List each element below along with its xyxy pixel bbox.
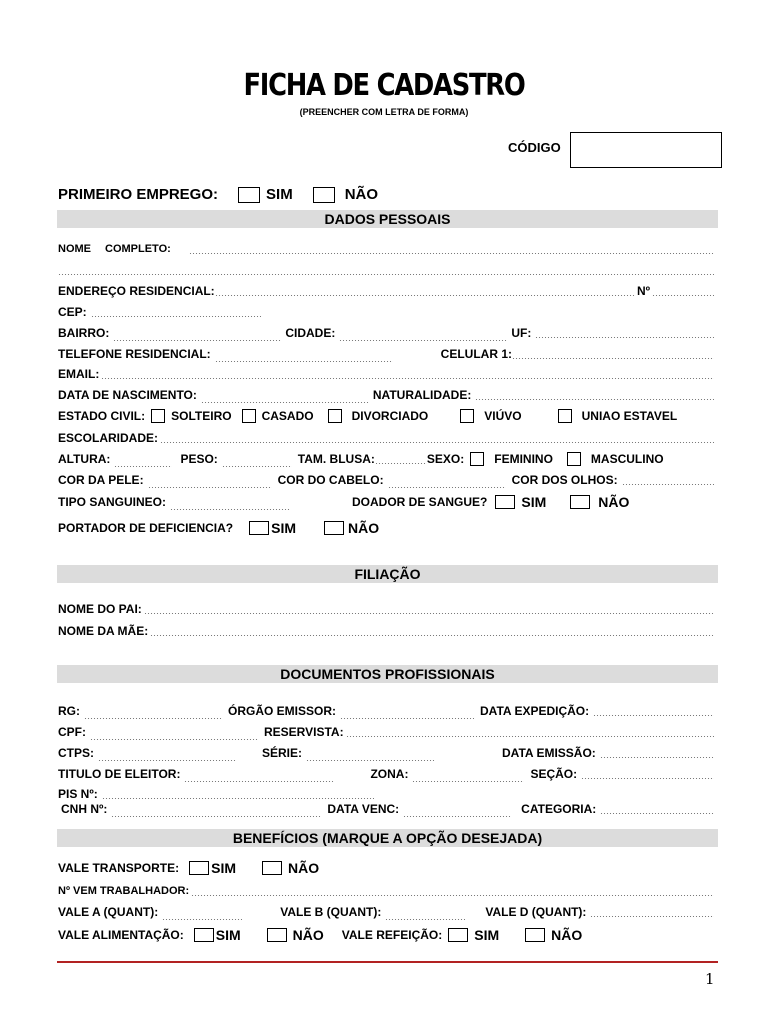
titulo-eleitor-label: TITULO DE ELEITOR: [58, 767, 181, 781]
form-subtitle: (PREENCHER COM LETRA DE FORMA) [299, 107, 469, 117]
divorciado-label: DIVORCIADO [351, 409, 429, 423]
row-nome [58, 241, 714, 257]
bairro-label: BAIRRO: [58, 326, 110, 340]
data-expedicao-field[interactable] [593, 715, 714, 716]
feminino-label: FEMININO [494, 452, 553, 466]
celular-field[interactable] [512, 358, 714, 359]
vale-transporte-label: VALE TRANSPORTE: [58, 861, 180, 875]
secao-label: SEÇÃO: [530, 767, 578, 781]
telefone-label: TELEFONE RESIDENCIAL: [58, 347, 211, 361]
pis-label: PIS Nº: [58, 787, 98, 801]
nome-mae-label: NOME DA MÃE: [58, 624, 149, 638]
primeiro-emprego-label: PRIMEIRO EMPREGO: [58, 186, 219, 203]
divorciado-checkbox[interactable] [328, 409, 342, 423]
naturalidade-label: NATURALIDADE: [372, 388, 472, 402]
vale-refeicao-sim-checkbox[interactable] [448, 928, 468, 942]
masculino-label: MASCULINO [590, 452, 664, 466]
vale-a-label: VALE A (QUANT): [58, 905, 159, 919]
doador-nao-label: NÃO [598, 494, 630, 510]
numero-label: Nº [636, 284, 650, 298]
row-sangue [58, 494, 714, 510]
cor-olhos-field[interactable] [622, 484, 714, 485]
secao-field[interactable] [581, 778, 714, 779]
nome-pai-field[interactable] [144, 613, 714, 614]
doador-label: DOADOR DE SANGUE? [352, 495, 488, 509]
row-cpf [58, 724, 714, 740]
cor-pele-label: COR DA PELE: [58, 473, 144, 487]
email-field[interactable] [101, 378, 714, 379]
row-cnh [61, 801, 714, 817]
viuvo-checkbox[interactable] [460, 409, 474, 423]
nome-label: NOME [58, 243, 91, 255]
vale-d-label: VALE D (QUANT): [485, 905, 587, 919]
row-mae [58, 623, 714, 639]
primeiro-emprego-row [58, 186, 378, 203]
deficiencia-sim-label: SIM [271, 520, 297, 536]
sexo-label: SEXO: [426, 452, 465, 466]
doador-nao-checkbox[interactable] [570, 495, 590, 509]
feminino-checkbox[interactable] [470, 452, 484, 466]
escolaridade-label: ESCOLARIDADE: [58, 431, 159, 445]
uf-label: UF: [511, 326, 532, 340]
rg-field[interactable] [84, 718, 222, 719]
categoria-label: CATEGORIA: [521, 802, 597, 816]
ctps-label: CTPS: [58, 746, 94, 760]
data-emissao-label: DATA EMISSÃO: [502, 746, 596, 760]
data-venc-field[interactable] [403, 816, 511, 817]
row-escolaridade [58, 430, 714, 446]
row-vale-transporte [58, 860, 714, 876]
row-nascimento [58, 387, 714, 403]
nome-field[interactable] [189, 253, 714, 254]
cidade-field[interactable] [339, 340, 507, 341]
primeiro-emprego-nao-label: NÃO [344, 186, 379, 203]
cor-olhos-label: COR DOS OLHOS: [511, 473, 618, 487]
row-email [58, 366, 714, 382]
vale-alimentacao-sim-checkbox[interactable] [194, 928, 214, 942]
casado-label: CASADO [261, 409, 314, 423]
row-pis [58, 786, 714, 802]
orgao-emissor-label: ÓRGÃO EMISSOR: [228, 704, 337, 718]
row-estado-civil [58, 408, 714, 424]
categoria-field[interactable] [600, 813, 714, 814]
cor-cabelo-label: COR DO CABELO: [277, 473, 384, 487]
section-documentos: DOCUMENTOS PROFISSIONAIS [57, 665, 718, 683]
nome-field-cont[interactable] [58, 274, 714, 275]
row-rg [58, 703, 714, 719]
bairro-field[interactable] [113, 340, 281, 341]
zona-label: ZONA: [370, 767, 409, 781]
codigo-label: CÓDIGO [508, 140, 561, 155]
titulo-eleitor-field[interactable] [184, 781, 334, 782]
data-nascimento-label: DATA DE NASCIMENTO: [58, 388, 197, 402]
uf-field[interactable] [535, 337, 714, 338]
row-titulo [58, 766, 714, 782]
vale-d-field[interactable] [590, 916, 714, 917]
pis-field[interactable] [102, 798, 374, 799]
endereco-label: ENDEREÇO RESIDENCIAL: [58, 284, 215, 298]
peso-label: PESO: [180, 452, 218, 466]
codigo-field[interactable] [570, 132, 722, 168]
orgao-emissor-field[interactable] [340, 718, 474, 719]
section-filiacao: FILIAÇÃO [57, 565, 718, 583]
vale-refeicao-label: VALE REFEIÇÃO: [341, 928, 443, 942]
peso-field[interactable] [222, 466, 292, 467]
altura-label: ALTURA: [58, 452, 111, 466]
primeiro-emprego-sim-label: SIM [266, 186, 293, 203]
row-altura [58, 451, 714, 467]
doador-sim-checkbox[interactable] [495, 495, 515, 509]
portador-label: PORTADOR DE DEFICIENCIA? [58, 521, 234, 535]
section-beneficios: BENEFÍCIOS (MARQUE A OPÇÃO DESEJADA) [57, 829, 718, 847]
nome-pai-label: NOME DO PAI: [58, 602, 142, 616]
data-expedicao-label: DATA EXPEDIÇÃO: [480, 704, 590, 718]
deficiencia-sim-checkbox[interactable] [249, 521, 269, 535]
row-vales [58, 904, 714, 920]
vale-alimentacao-sim-label: SIM [215, 927, 241, 943]
vale-transporte-sim-label: SIM [211, 860, 237, 876]
escolaridade-field[interactable] [160, 442, 714, 443]
row-cores [58, 472, 714, 488]
row-telefone [58, 346, 714, 362]
uniao-estavel-label: UNIAO ESTAVEL [581, 409, 678, 423]
endereco-field[interactable] [215, 295, 635, 296]
row-cep [58, 304, 714, 320]
row-ctps [58, 745, 714, 761]
completo-label: COMPLETO: [105, 243, 171, 255]
cep-label: CEP: [58, 305, 87, 319]
vem-field[interactable] [191, 895, 714, 896]
reservista-label: RESERVISTA: [264, 725, 344, 739]
row-bairro [58, 325, 714, 341]
cpf-field[interactable] [90, 739, 258, 740]
vale-b-label: VALE B (QUANT): [280, 905, 382, 919]
footer-divider [57, 961, 718, 963]
vale-b-field[interactable] [385, 919, 465, 920]
data-nascimento-field[interactable] [201, 402, 369, 403]
tam-blusa-label: TAM. BLUSA: [297, 452, 375, 466]
row-vale-alimentacao [58, 927, 714, 943]
solteiro-checkbox[interactable] [151, 409, 165, 423]
tipo-sanguineo-field[interactable] [170, 509, 290, 510]
vale-a-field[interactable] [162, 919, 242, 920]
cor-cabelo-field[interactable] [388, 487, 506, 488]
cep-field[interactable] [91, 316, 261, 317]
primeiro-emprego-sim-checkbox[interactable] [238, 187, 260, 203]
tam-blusa-field[interactable] [375, 463, 427, 464]
primeiro-emprego-nao-checkbox[interactable] [313, 187, 335, 203]
masculino-checkbox[interactable] [567, 452, 581, 466]
deficiencia-nao-label: NÃO [348, 520, 380, 536]
row-pai [58, 601, 714, 617]
solteiro-label: SOLTEIRO [171, 409, 232, 423]
altura-field[interactable] [114, 466, 172, 467]
estado-civil-label: ESTADO CIVIL: [58, 409, 146, 423]
data-emissao-field[interactable] [600, 757, 714, 758]
telefone-field[interactable] [215, 361, 393, 362]
casado-checkbox[interactable] [242, 409, 256, 423]
tipo-sanguineo-label: TIPO SANGUINEO: [58, 495, 167, 509]
row-nome-cont [58, 262, 714, 278]
ctps-field[interactable] [98, 760, 236, 761]
vale-transporte-sim-checkbox[interactable] [189, 861, 209, 875]
row-deficiencia [58, 520, 714, 536]
vale-refeicao-nao-label: NÃO [551, 927, 583, 943]
vale-transporte-nao-label: NÃO [288, 860, 320, 876]
numero-field[interactable] [652, 295, 714, 296]
zona-field[interactable] [412, 781, 524, 782]
form-title: FICHA DE CADASTRO [243, 68, 525, 103]
row-vem [58, 883, 714, 899]
vem-label: Nº VEM TRABALHADOR: [58, 885, 190, 897]
uniao-estavel-checkbox[interactable] [558, 409, 572, 423]
row-endereco [58, 283, 714, 299]
email-label: EMAIL: [58, 367, 100, 381]
vale-alimentacao-nao-checkbox[interactable] [267, 928, 287, 942]
vale-refeicao-nao-checkbox[interactable] [525, 928, 545, 942]
cpf-label: CPF: [58, 725, 86, 739]
naturalidade-field[interactable] [475, 399, 714, 400]
cor-pele-field[interactable] [148, 487, 272, 488]
serie-field[interactable] [306, 760, 434, 761]
deficiencia-nao-checkbox[interactable] [324, 521, 344, 535]
vale-alimentacao-label: VALE ALIMENTAÇÃO: [58, 928, 184, 942]
serie-label: SÉRIE: [262, 746, 303, 760]
cnh-field[interactable] [111, 816, 321, 817]
page-number: 1 [705, 970, 715, 988]
reservista-field[interactable] [346, 736, 714, 737]
celular-label: CELULAR 1: [440, 347, 513, 361]
data-venc-label: DATA VENC: [327, 802, 400, 816]
vale-refeicao-sim-label: SIM [474, 927, 500, 943]
doador-sim-label: SIM [521, 494, 547, 510]
rg-label: RG: [58, 704, 80, 718]
nome-mae-field[interactable] [150, 635, 714, 636]
cnh-label: CNH Nº: [61, 802, 108, 816]
viuvo-label: VIÚVO [484, 409, 522, 423]
vale-alimentacao-nao-label: NÃO [292, 927, 324, 943]
cidade-label: CIDADE: [285, 326, 336, 340]
vale-transporte-nao-checkbox[interactable] [262, 861, 282, 875]
section-dados-pessoais: DADOS PESSOAIS [57, 210, 718, 228]
